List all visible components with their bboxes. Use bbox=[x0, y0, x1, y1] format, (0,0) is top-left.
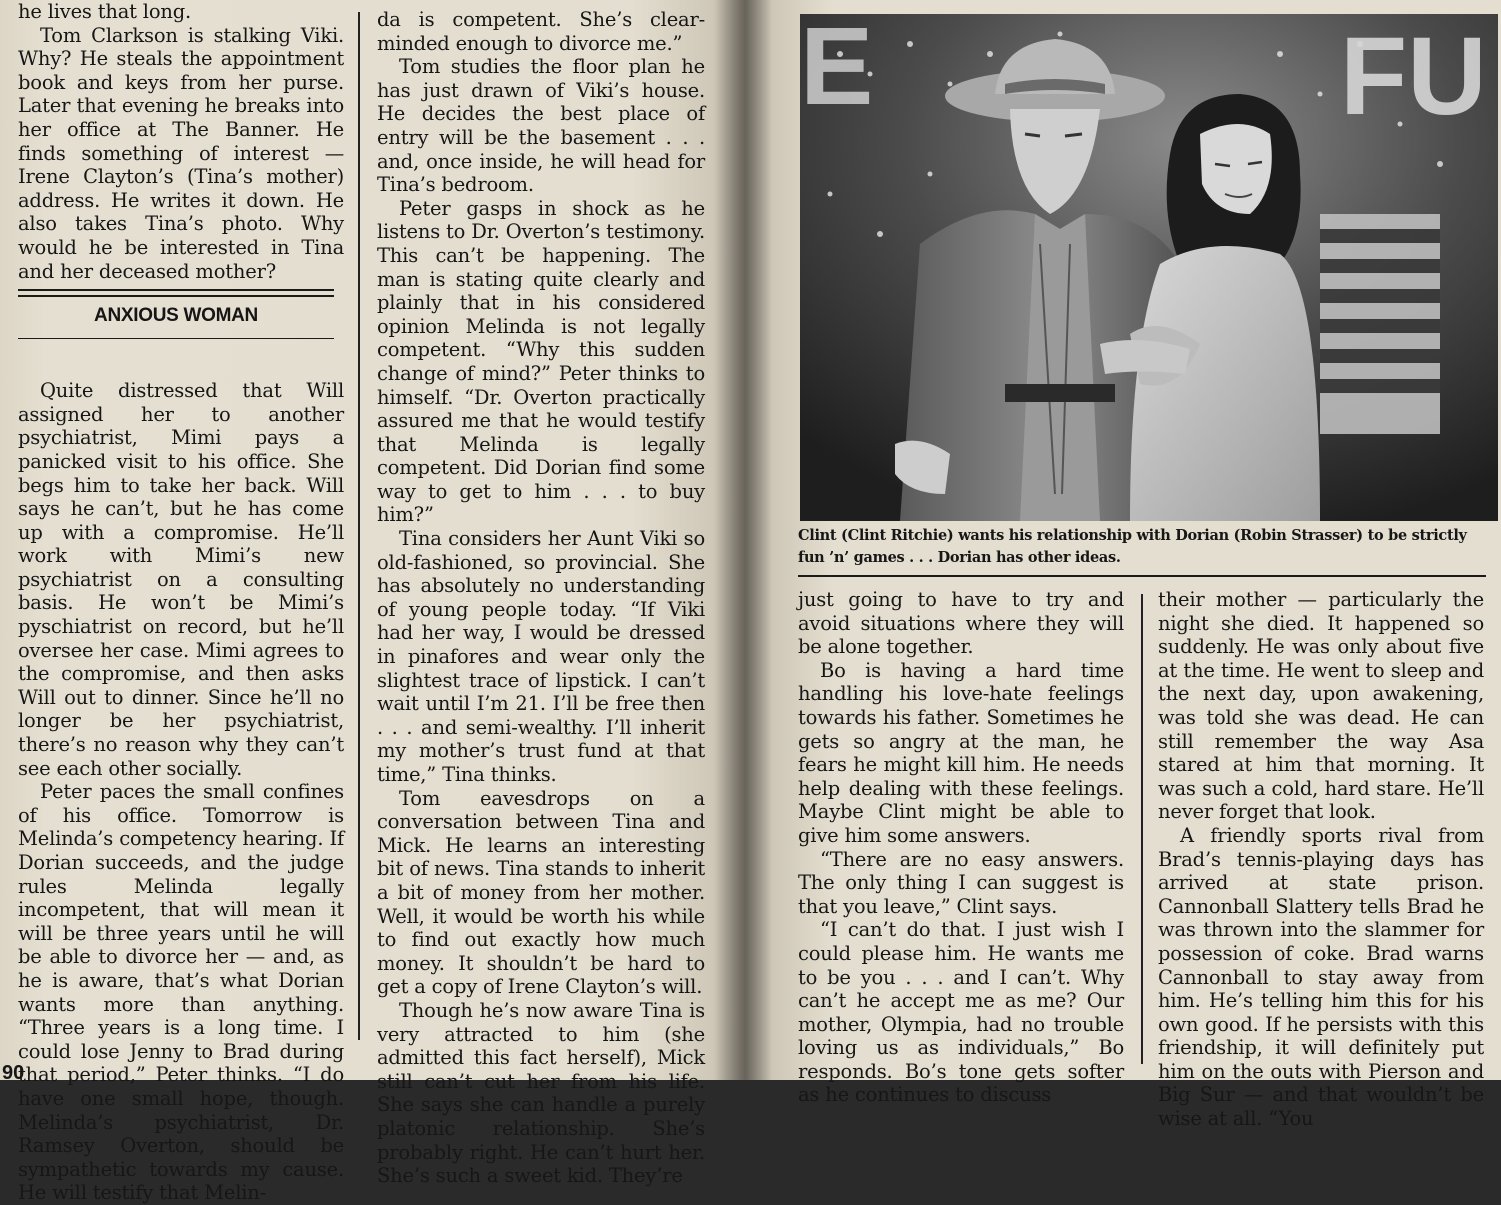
paragraph: Tom eavesdrops on a conversation between Tina and Mick. He learns an interesting bit of news. Tina stands to inherit a bit of money from her mother. Well, it would be worth his while to find out exactly how much money. It shouldn’t be hard to get a copy of Irene Clayton’s will. bbox=[377, 786, 705, 999]
paragraph: he lives that long. bbox=[18, 0, 192, 23]
paragraph: Peter paces the small confines of his office. Tomorrow is Melinda’s competency hearing. If Dorian succeeds, and the judge rules Melinda legally incompetent, that will mean it will be three years until he will be able to divorce her — and, as he is aware, that’s what Dorian wants more than anything. “Three years is a long time. I could lose Jenny to Brad during that period,” Peter thinks. “I do have one small hope, though. Melinda’s psychiatrist, Dr. Ramsey Overton, should be sympathetic towards my cause. He will testify that Melin- bbox=[18, 780, 344, 1205]
heading-rule-top-inner bbox=[18, 295, 334, 297]
paragraph: Tina considers her Aunt Viki so old-fashioned, so provincial. She has absolutely no understanding of young people today. “If Viki had her way, I would be dressed in pinafores and wear only the slightest trace of lipstick. I can’t wait until I’m 21. I’ll be free then . . . and semi-wealthy. I’ll inherit my mother’s trust fund at that time,” Tina thinks. bbox=[377, 527, 705, 786]
paragraph: “I can’t do that. I just wish I could please him. He wants me to be you . . . and I can’t. Why can’t he accept me as me? Our mother, Olympia, had no trouble loving us as individuals,” Bo responds. Bo’s tone gets softer as he continues to discuss bbox=[798, 918, 1124, 1107]
paragraph: Tom studies the floor plan he has just drawn of Viki’s house. He decides the best place of entry will be the basement . . . and, once inside, he will head for Tina’s bedroom. bbox=[377, 55, 705, 197]
sign-letters: FU bbox=[1340, 15, 1487, 138]
paragraph: A friendly sports rival from Brad’s tennis-playing days has arrived at state prison. Cannonball Slattery tells Brad he was thrown into the slammer for possession of coke. Brad warns Cannonball to stay away from him. He’s telling him this for his own good. If he persists with this friendship, it will definitely put him on the outs with Pierson and Big Sur — and that wouldn’t be wise at all. “You bbox=[1158, 823, 1484, 1131]
photo-illustration bbox=[800, 14, 1498, 521]
caption-rule bbox=[798, 575, 1486, 577]
left-column-2 bbox=[377, 8, 705, 1188]
paragraph: Peter gasps in shock as he listens to Dr. Overton’s testimony. This can’t be happening. The man is stating quite clearly and plainly that in his considered opinion Melinda is not legally competent. “Why this sudden change of mind?” Peter thinks to himself. “Dr. Overton practically assured me that he would testify that Melinda is legally competent. Did Dorian find some way to get to him . . . to buy him?” bbox=[377, 196, 705, 527]
paragraph: da is competent. She’s clear-minded enough to divorce me.” bbox=[377, 8, 705, 55]
sign-letter-left: E bbox=[800, 14, 874, 128]
photo bbox=[800, 14, 1498, 521]
section-heading: ANXIOUS WOMAN bbox=[94, 305, 258, 326]
paragraph: “There are no easy answers. The only thing I can suggest is that you leave,” Clint says. bbox=[798, 847, 1124, 918]
right-column-1 bbox=[798, 588, 1124, 1107]
column-divider bbox=[1141, 594, 1143, 1064]
paragraph: their mother — particularly the night she died. It happened so suddenly. He was only about five at the time. He went to sleep and the next day, upon awakening, was told she was dead. He can still remember the way Asa stared at him that morning. It was such a cold, hard stare. He’ll never forget that look. bbox=[1158, 588, 1484, 824]
left-column-1 bbox=[18, 0, 344, 1205]
paragraph: Quite distressed that Will assigned her to another psychiatrist, Mimi pays a panicked visit to his office. She begs him to take her back. Will says he can’t, but he has come up with a compromise. He’ll work with Mimi’s new psychiatrist on a consulting basis. He won’t be Mimi’s pyschiatrist on record, but he’ll oversee her case. Mimi agrees to the compromise, and then asks Will out to dinner. Since he’ll no longer be her psychiatrist, there’s no reason why they can’t see each other socially. bbox=[18, 379, 344, 780]
paragraph: just going to have to try and avoid situations where they will be alone together. bbox=[798, 588, 1124, 659]
heading-rule-bottom bbox=[18, 338, 334, 339]
column-divider bbox=[358, 12, 360, 1040]
paragraph: Though he’s now aware Tina is very attracted to him (she admitted this fact herself), Mick still can’t cut her from his life. She says she can handle a purely platonic relationship. She’s probably right. He can’t hurt her. She’s such a sweet kid. They’re bbox=[377, 998, 705, 1188]
paragraph: Tom Clarkson is stalking Viki. Why? He steals the appointment book and keys from her purse. Later that evening he breaks into her office at The Banner. He finds something of interest — Irene Clayton’s (Tina’s mother) address. He writes it down. He also takes Tina’s photo. Why would he be interested in Tina and her deceased mother? bbox=[18, 23, 344, 283]
heading-rule-top bbox=[18, 289, 334, 291]
paragraph: Bo is having a hard time handling his love-hate feelings towards his father. Sometimes he gets so angry at the man, he fears he might kill him. He needs help dealing with these feelings. Maybe Clint might be able to give him some answers. bbox=[798, 658, 1124, 847]
photo-caption: Clint (Clint Ritchie) wants his relationship with Dorian (Robin Strasser) to be strictly fun ’n’ games . . . Dorian has other ideas. bbox=[798, 527, 1467, 566]
right-column-2 bbox=[1158, 588, 1484, 1131]
page-number: 90 bbox=[2, 1062, 25, 1084]
section-heading-block bbox=[18, 286, 334, 342]
